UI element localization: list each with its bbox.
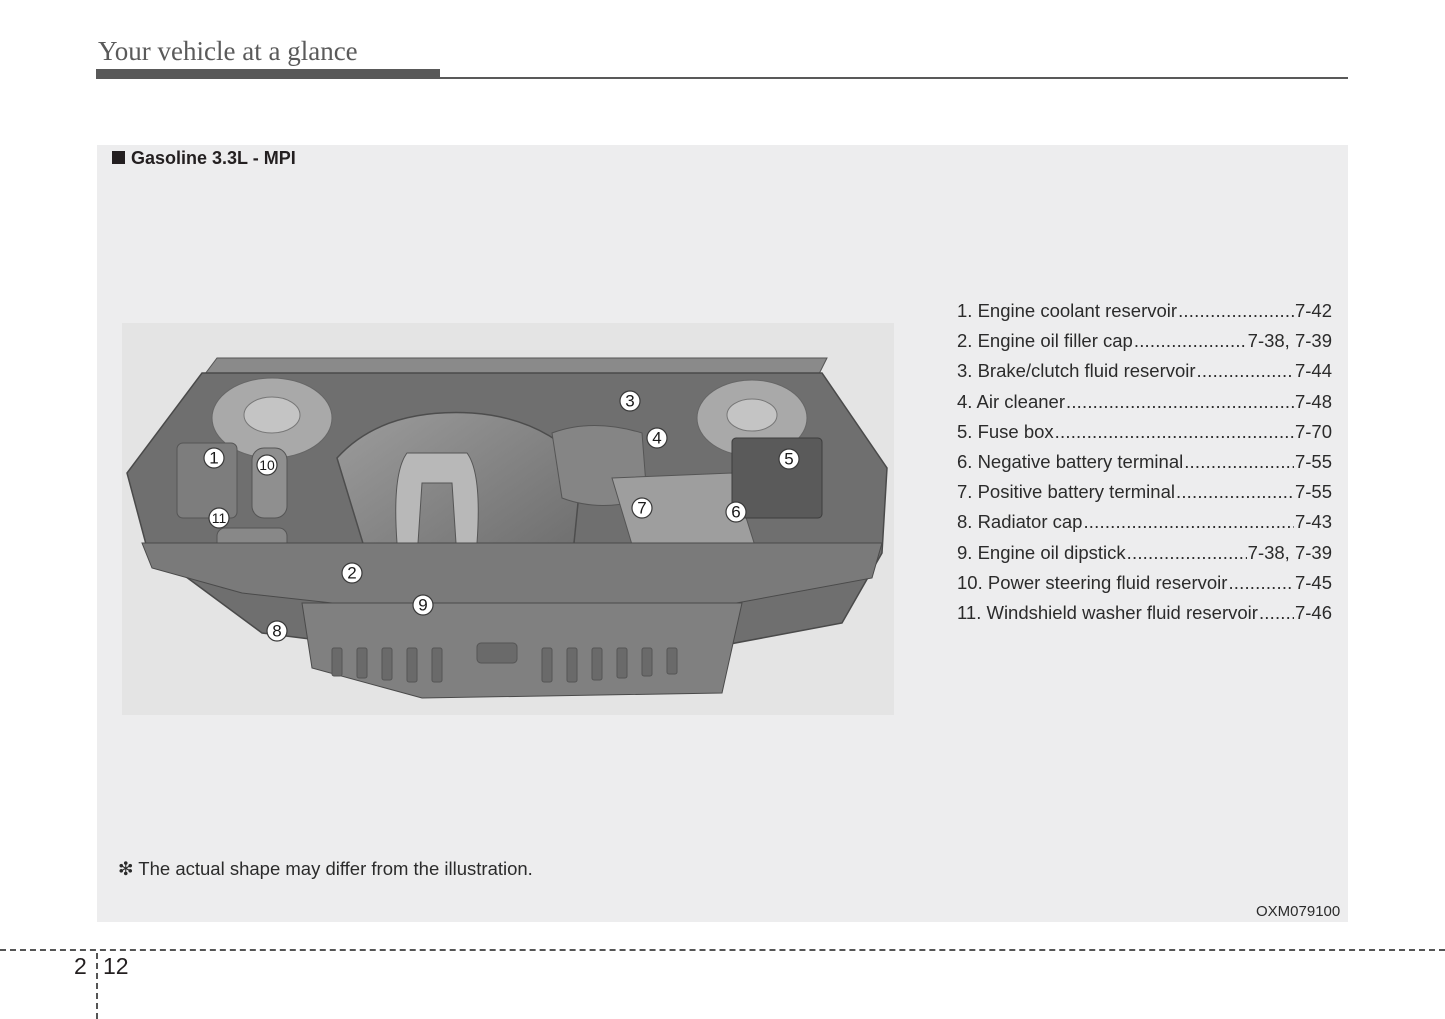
legend-page-ref: 7-44 (1294, 360, 1332, 382)
callout-9 (413, 595, 433, 615)
legend-item (957, 356, 1332, 386)
legend-item (957, 598, 1332, 628)
legend-item (957, 447, 1332, 477)
callout-7 (632, 498, 652, 518)
legend-page-ref: 7-46 (1294, 601, 1332, 623)
svg-text:10: 10 (259, 457, 275, 473)
svg-text:1: 1 (209, 448, 219, 468)
legend-page-ref: 7-42 (1294, 300, 1332, 322)
engine-title (112, 148, 296, 169)
legend-label: 9. Engine oil dipstick (957, 541, 1126, 563)
engine-bay-illustration (122, 323, 894, 715)
legend-item (957, 568, 1332, 598)
engine-bay-drawing (122, 323, 894, 715)
legend-label: 10. Power steering fluid reservoir (957, 571, 1228, 593)
legend-item (957, 538, 1332, 568)
legend-item (957, 417, 1332, 447)
legend-label: 6. Negative battery terminal (957, 451, 1184, 473)
svg-text:9: 9 (418, 595, 428, 615)
legend-page-ref: 7-48 (1294, 390, 1332, 412)
legend-page-ref: 7-55 (1294, 481, 1332, 503)
leader-dots (1083, 511, 1294, 533)
legend-label: 11. Windshield washer fluid reservoir (957, 601, 1258, 623)
legend-label: 5. Fuse box (957, 420, 1054, 442)
callout-1 (204, 448, 224, 468)
section-title: Your vehicle at a glance (98, 36, 358, 66)
footer-divider (0, 949, 1445, 951)
legend-label: 7. Positive battery terminal (957, 481, 1175, 503)
leader-dots (1055, 421, 1294, 443)
legend-item (957, 387, 1332, 417)
leader-dots (1259, 602, 1294, 624)
legend-page-ref: 7-45 (1294, 571, 1332, 593)
legend-label: 4. Air cleaner (957, 390, 1065, 412)
legend-label: 1. Engine coolant reservoir (957, 300, 1178, 322)
leader-dots (1176, 481, 1294, 503)
legend-label: 8. Radiator cap (957, 511, 1083, 533)
leader-dots (1228, 572, 1294, 594)
svg-text:7: 7 (637, 498, 647, 518)
legend-page-ref: 7-43 (1294, 511, 1332, 533)
square-bullet-icon (112, 151, 125, 164)
legend-label: 2. Engine oil filler cap (957, 330, 1133, 352)
callout-5 (779, 449, 799, 469)
legend-page-ref: 7-38, 7-39 (1247, 330, 1332, 352)
legend-page-ref: 7-70 (1294, 420, 1332, 442)
callout-8 (267, 621, 287, 641)
component-legend (957, 296, 1332, 628)
svg-text:5: 5 (784, 449, 794, 469)
leader-dots (1066, 391, 1294, 413)
legend-page-ref: 7-38, 7-39 (1247, 541, 1332, 563)
engine-title-text: Gasoline 3.3L - MPI (131, 148, 296, 168)
title-underline-thick (96, 69, 440, 79)
callout-11 (209, 508, 229, 528)
figure-code: OXM079100 (1256, 903, 1341, 920)
svg-text:6: 6 (731, 502, 741, 522)
svg-text:8: 8 (272, 621, 282, 641)
legend-label: 3. Brake/clutch fluid reservoir (957, 360, 1196, 382)
title-underline-thin (440, 77, 1348, 79)
leader-dots (1127, 542, 1247, 564)
chapter-number: 2 (74, 953, 87, 979)
legend-item (957, 296, 1332, 326)
page-number: 12 (103, 953, 129, 979)
svg-text:4: 4 (652, 428, 662, 448)
legend-item (957, 326, 1332, 356)
leader-dots (1134, 330, 1247, 352)
leader-dots (1178, 300, 1294, 322)
callout-3 (620, 391, 640, 411)
callout-4 (647, 428, 667, 448)
leader-dots (1184, 451, 1294, 473)
page-number-divider (96, 953, 98, 1019)
callout-6 (726, 502, 746, 522)
leader-dots (1197, 360, 1294, 382)
legend-item (957, 507, 1332, 537)
svg-text:2: 2 (347, 563, 357, 583)
callout-10 (257, 455, 277, 475)
svg-text:3: 3 (625, 391, 635, 411)
illustration-note: ❇ The actual shape may differ from the illustration. (118, 858, 533, 879)
legend-page-ref: 7-55 (1294, 451, 1332, 473)
legend-item (957, 477, 1332, 507)
svg-text:11: 11 (211, 510, 227, 526)
callout-2 (342, 563, 362, 583)
